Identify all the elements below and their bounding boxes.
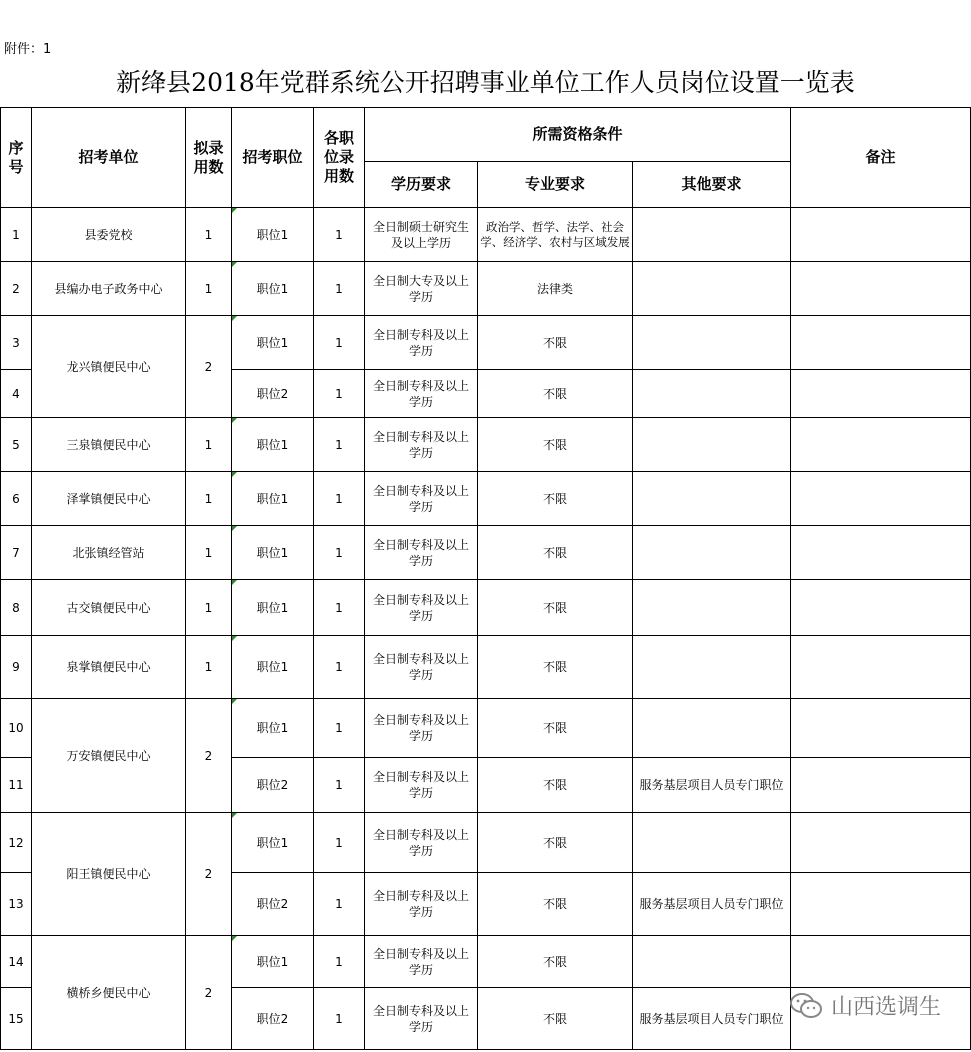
cell-major: 不限 [478, 316, 633, 370]
cell-major: 政治学、哲学、法学、社会学、经济学、农村与区域发展 [478, 208, 633, 262]
cell-position: 职位1 [232, 699, 314, 758]
cell-major: 不限 [478, 758, 633, 813]
cell-major: 不限 [478, 936, 633, 988]
cell-position: 职位1 [232, 636, 314, 699]
cell-planned: 1 [186, 208, 232, 262]
cell-other [633, 262, 791, 316]
positions-table [0, 107, 971, 1050]
table-row [1, 699, 971, 758]
cell-major: 不限 [478, 580, 633, 636]
cell-education: 全日制专科及以上学历 [365, 813, 478, 873]
cell-count: 1 [314, 813, 365, 873]
cell-remarks [791, 526, 971, 580]
cell-major: 不限 [478, 526, 633, 580]
cell-other: 服务基层项目人员专门职位 [633, 758, 791, 813]
cell-major: 不限 [478, 472, 633, 526]
cell-position: 职位1 [232, 472, 314, 526]
cell-seq: 8 [1, 580, 32, 636]
cell-other [633, 208, 791, 262]
cell-education: 全日制专科及以上学历 [365, 636, 478, 699]
table-row [1, 636, 971, 699]
cell-education: 全日制专科及以上学历 [365, 988, 478, 1050]
cell-unit: 泉掌镇便民中心 [32, 636, 186, 699]
cell-other [633, 472, 791, 526]
cell-position: 职位1 [232, 418, 314, 472]
cell-planned: 1 [186, 526, 232, 580]
cell-remarks [791, 370, 971, 418]
header-seq: 序号 [1, 108, 32, 208]
cell-count: 1 [314, 936, 365, 988]
cell-unit: 古交镇便民中心 [32, 580, 186, 636]
cell-position: 职位1 [232, 813, 314, 873]
watermark [789, 990, 941, 1021]
cell-planned: 1 [186, 472, 232, 526]
cell-position: 职位1 [232, 526, 314, 580]
cell-position: 职位2 [232, 370, 314, 418]
cell-remarks [791, 936, 971, 988]
cell-major: 不限 [478, 418, 633, 472]
cell-major: 不限 [478, 636, 633, 699]
cell-seq: 13 [1, 873, 32, 936]
cell-education: 全日制专科及以上学历 [365, 472, 478, 526]
cell-education: 全日制专科及以上学历 [365, 699, 478, 758]
cell-seq: 10 [1, 699, 32, 758]
cell-position: 职位1 [232, 262, 314, 316]
header-planned: 拟录用数 [186, 108, 232, 208]
cell-seq: 2 [1, 262, 32, 316]
cell-seq: 9 [1, 636, 32, 699]
cell-major: 不限 [478, 370, 633, 418]
cell-position: 职位1 [232, 208, 314, 262]
cell-count: 1 [314, 262, 365, 316]
cell-marker-icon [232, 580, 237, 585]
cell-seq: 6 [1, 472, 32, 526]
header-position: 招考职位 [232, 108, 314, 208]
cell-major: 法律类 [478, 262, 633, 316]
cell-major: 不限 [478, 873, 633, 936]
cell-seq: 12 [1, 813, 32, 873]
cell-marker-icon [232, 699, 237, 704]
cell-remarks [791, 472, 971, 526]
cell-count: 1 [314, 418, 365, 472]
cell-remarks [791, 208, 971, 262]
cell-other [633, 316, 791, 370]
cell-remarks [791, 418, 971, 472]
cell-count: 1 [314, 758, 365, 813]
cell-remarks [791, 636, 971, 699]
table-row [1, 936, 971, 988]
cell-position: 职位1 [232, 580, 314, 636]
header-unit: 招考单位 [32, 108, 186, 208]
cell-unit: 横桥乡便民中心 [32, 936, 186, 1050]
header-education: 学历要求 [365, 162, 478, 208]
cell-marker-icon [232, 208, 237, 213]
cell-other [633, 526, 791, 580]
cell-unit: 北张镇经管站 [32, 526, 186, 580]
cell-remarks [791, 813, 971, 873]
cell-planned: 1 [186, 580, 232, 636]
page-title: 新绛县2018年党群系统公开招聘事业单位工作人员岗位设置一览表 [116, 68, 855, 97]
cell-planned: 2 [186, 316, 232, 418]
cell-education: 全日制专科及以上学历 [365, 370, 478, 418]
cell-education: 全日制专科及以上学历 [365, 936, 478, 988]
cell-count: 1 [314, 316, 365, 370]
cell-other: 服务基层项目人员专门职位 [633, 988, 791, 1050]
cell-seq: 3 [1, 316, 32, 370]
cell-planned: 2 [186, 699, 232, 813]
cell-seq: 5 [1, 418, 32, 472]
wechat-icon [789, 992, 823, 1020]
cell-count: 1 [314, 988, 365, 1050]
header-other: 其他要求 [633, 162, 791, 208]
cell-count: 1 [314, 208, 365, 262]
cell-major: 不限 [478, 699, 633, 758]
cell-education: 全日制专科及以上学历 [365, 316, 478, 370]
cell-remarks [791, 580, 971, 636]
cell-remarks [791, 699, 971, 758]
table-row [1, 472, 971, 526]
table-row [1, 316, 971, 370]
cell-marker-icon [232, 526, 237, 531]
cell-marker-icon [232, 636, 237, 641]
cell-seq: 15 [1, 988, 32, 1050]
cell-major: 不限 [478, 988, 633, 1050]
cell-planned: 1 [186, 262, 232, 316]
cell-other [633, 418, 791, 472]
table-row [1, 262, 971, 316]
cell-count: 1 [314, 873, 365, 936]
cell-count: 1 [314, 370, 365, 418]
cell-education: 全日制专科及以上学历 [365, 580, 478, 636]
cell-marker-icon [232, 472, 237, 477]
table-row [1, 526, 971, 580]
cell-count: 1 [314, 526, 365, 580]
cell-position: 职位1 [232, 936, 314, 988]
cell-planned: 1 [186, 636, 232, 699]
cell-seq: 4 [1, 370, 32, 418]
cell-major: 不限 [478, 813, 633, 873]
cell-other [633, 636, 791, 699]
watermark-text: 山西选调生 [830, 995, 941, 1020]
cell-remarks [791, 316, 971, 370]
cell-marker-icon [232, 418, 237, 423]
cell-count: 1 [314, 699, 365, 758]
cell-unit: 县编办电子政务中心 [32, 262, 186, 316]
cell-planned: 2 [186, 936, 232, 1050]
cell-education: 全日制专科及以上学历 [365, 418, 478, 472]
cell-other [633, 936, 791, 988]
cell-remarks [791, 873, 971, 936]
cell-education: 全日制大专及以上学历 [365, 262, 478, 316]
cell-marker-icon [232, 316, 237, 321]
cell-remarks [791, 262, 971, 316]
cell-unit: 泽掌镇便民中心 [32, 472, 186, 526]
cell-seq: 1 [1, 208, 32, 262]
cell-count: 1 [314, 472, 365, 526]
cell-other [633, 370, 791, 418]
cell-seq: 7 [1, 526, 32, 580]
header-remarks: 备注 [791, 108, 971, 208]
cell-planned: 1 [186, 418, 232, 472]
cell-position: 职位1 [232, 316, 314, 370]
cell-education: 全日制专科及以上学历 [365, 873, 478, 936]
cell-position: 职位2 [232, 758, 314, 813]
table-row [1, 418, 971, 472]
cell-remarks [791, 758, 971, 813]
cell-other: 服务基层项目人员专门职位 [633, 873, 791, 936]
cell-planned: 2 [186, 813, 232, 936]
table-row [1, 208, 971, 262]
cell-position: 职位2 [232, 873, 314, 936]
cell-unit: 万安镇便民中心 [32, 699, 186, 813]
cell-other [633, 699, 791, 758]
cell-unit: 县委党校 [32, 208, 186, 262]
cell-education: 全日制专科及以上学历 [365, 526, 478, 580]
cell-unit: 阳王镇便民中心 [32, 813, 186, 936]
cell-count: 1 [314, 636, 365, 699]
cell-marker-icon [232, 936, 237, 941]
cell-unit: 三泉镇便民中心 [32, 418, 186, 472]
cell-position: 职位2 [232, 988, 314, 1050]
cell-education: 全日制硕士研究生及以上学历 [365, 208, 478, 262]
cell-education: 全日制专科及以上学历 [365, 758, 478, 813]
cell-seq: 11 [1, 758, 32, 813]
header-major: 专业要求 [478, 162, 633, 208]
attachment-label: 附件：1 [4, 42, 52, 57]
header-per-position: 各职位录用数 [314, 108, 365, 208]
header-qualifications: 所需资格条件 [365, 108, 791, 162]
cell-marker-icon [232, 813, 237, 818]
cell-seq: 14 [1, 936, 32, 988]
cell-other [633, 813, 791, 873]
cell-count: 1 [314, 580, 365, 636]
cell-other [633, 580, 791, 636]
table-row [1, 580, 971, 636]
cell-unit: 龙兴镇便民中心 [32, 316, 186, 418]
table-row [1, 813, 971, 873]
cell-marker-icon [232, 262, 237, 267]
